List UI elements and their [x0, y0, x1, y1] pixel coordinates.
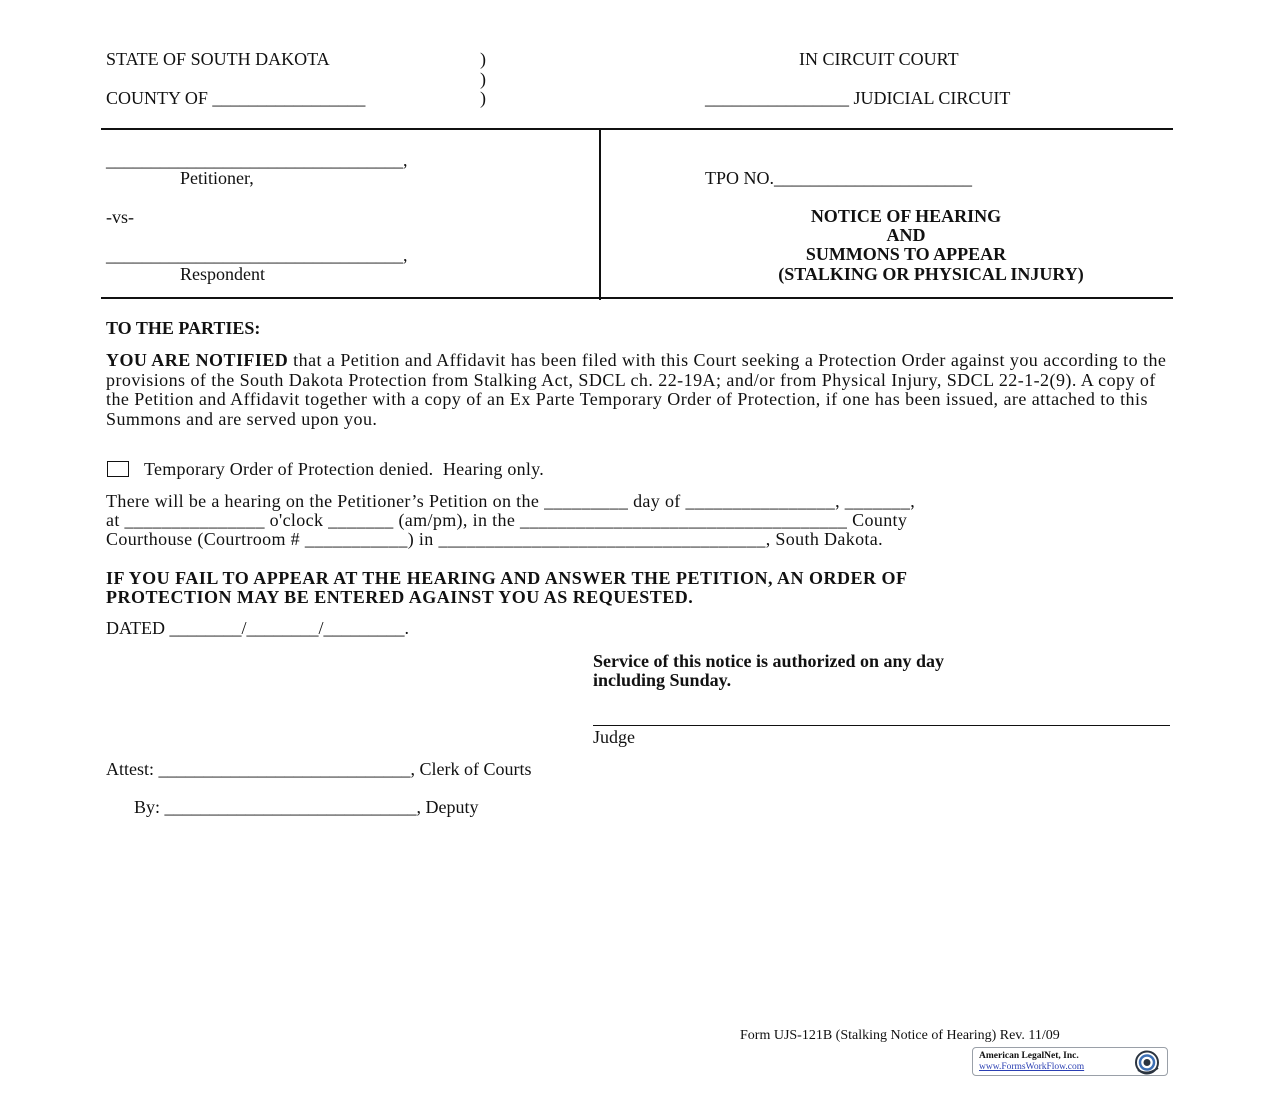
publisher-name: American LegalNet, Inc.	[979, 1051, 1079, 1061]
temporary-order-denied-checkbox[interactable]	[107, 461, 129, 477]
judge-signature-line[interactable]	[593, 725, 1170, 726]
form-identifier: Form UJS-121B (Stalking Notice of Hearing) Rev. 11/09	[740, 1028, 1060, 1043]
caption-divider	[599, 129, 601, 300]
caption-paren-1: )	[480, 49, 486, 69]
hearing-line-2[interactable]: at _______________ o'clock _______ (am/pm), in the ___________________________________ County	[106, 510, 908, 530]
dated-field[interactable]: DATED ________/________/_________.	[106, 618, 409, 638]
caption-paren-3: )	[480, 88, 486, 108]
warning-line-1: IF YOU FAIL TO APPEAR AT THE HEARING AND ANSWER THE PETITION, AN ORDER OF	[106, 568, 908, 588]
notified-lead: YOU ARE NOTIFIED	[106, 350, 289, 370]
petitioner-label: Petitioner,	[180, 168, 254, 188]
document-title-line-1: NOTICE OF HEARING	[810, 206, 1002, 226]
petitioner-name-field[interactable]: _________________________________,	[106, 150, 408, 170]
to-the-parties-heading: TO THE PARTIES:	[106, 318, 261, 338]
respondent-name-field[interactable]: _________________________________,	[106, 245, 408, 265]
warning-line-2: PROTECTION MAY BE ENTERED AGAINST YOU AS REQUESTED.	[106, 587, 694, 607]
publisher-swirl-icon	[1130, 1050, 1164, 1075]
judicial-circuit-field[interactable]: ________________ JUDICIAL CIRCUIT	[705, 88, 1011, 108]
document-title-line-4: (STALKING OR PHYSICAL INJURY)	[778, 264, 1084, 284]
versus-label: -vs-	[106, 207, 134, 227]
publisher-url[interactable]: www.FormsWorkFlow.com	[979, 1062, 1085, 1072]
state-name: STATE OF SOUTH DAKOTA	[106, 49, 330, 69]
caption-bottom-rule	[101, 297, 1173, 299]
hearing-line-3[interactable]: Courthouse (Courtroom # ___________) in ___________________________________, South Dakota.	[106, 529, 883, 549]
checkbox-label: Temporary Order of Protection denied. Hearing only.	[144, 459, 544, 479]
caption-top-rule	[101, 128, 1173, 130]
deputy-field[interactable]: By: ____________________________, Deputy	[134, 797, 479, 817]
hearing-line-1[interactable]: There will be a hearing on the Petitioner’s Petition on the _________ day of ________________, _______,	[106, 491, 916, 511]
service-note-line-2: including Sunday.	[593, 670, 732, 690]
tpo-number-field[interactable]: TPO NO.______________________	[705, 168, 973, 188]
caption-paren-2: )	[480, 69, 486, 89]
court-name: IN CIRCUIT COURT	[799, 49, 959, 69]
document-title-line-2: AND	[886, 225, 926, 245]
county-field[interactable]: COUNTY OF _________________	[106, 88, 366, 108]
judge-label: Judge	[593, 727, 635, 747]
notice-paragraph	[106, 351, 1170, 429]
service-note-line-1: Service of this notice is authorized on any day	[593, 651, 944, 671]
attest-clerk-field[interactable]: Attest: ____________________________, Clerk of Courts	[106, 759, 532, 779]
document-title-line-3: SUMMONS TO APPEAR	[805, 244, 1007, 264]
notified-text: that a Petition and Affidavit has been filed with this Court seeking a Protection Order against you according to the provisions of the South Dakota Protection from Stalking Act, SDCL ch. 22-19A; and/or from Physical Injury, SDCL 22-1-2(9). A copy of the Petition and Affidavit together with a copy of an Ex Parte Temporary Order of Protection, if one has been issued, are attached to this Summons and are served upon you.	[106, 350, 1167, 429]
publisher-logo[interactable]	[972, 1047, 1168, 1076]
respondent-label: Respondent	[180, 264, 265, 284]
